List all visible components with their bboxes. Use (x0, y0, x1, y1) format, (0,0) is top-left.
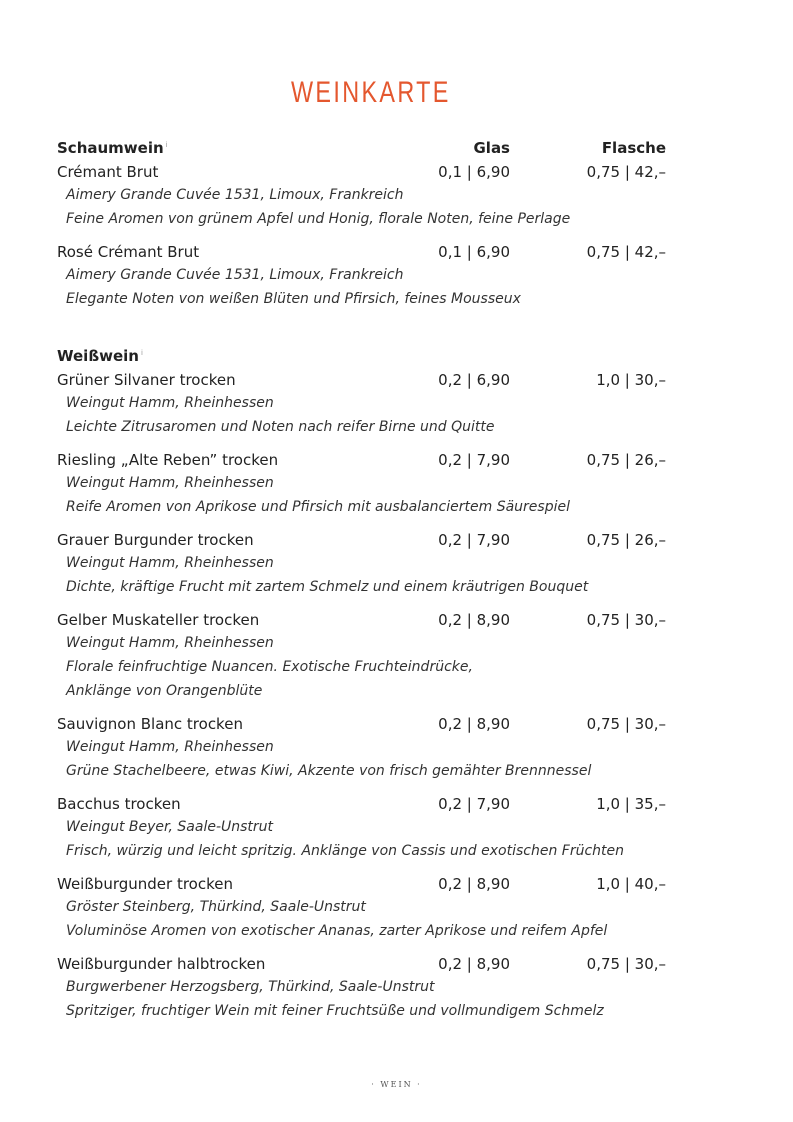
wine-name: Bacchus trocken (57, 795, 181, 813)
glass-price: 0,2 | 8,90 (438, 955, 510, 973)
section-marker: i (140, 349, 143, 357)
glass-price: 0,2 | 8,90 (438, 875, 510, 893)
column-header-glas: Glas (473, 139, 510, 157)
wine-item (57, 531, 669, 555)
wine-producer: Burgwerbener Herzogsberg, Thürkind, Saale-Unstrut (66, 979, 435, 995)
wine-notes: Reife Aromen von Aprikose und Pfirsich mit ausbalanciertem Säurespiel (66, 499, 570, 515)
wine-item (57, 795, 669, 819)
glass-price: 0,2 | 6,90 (438, 371, 510, 389)
section-heading: Schaumwein $^i$ (57, 139, 168, 157)
wine-notes: Grüne Stachelbeere, etwas Kiwi, Akzente von frisch gemähter Brennnessel (66, 763, 592, 779)
glass-price: 0,2 | 8,90 (438, 611, 510, 629)
bottle-price: 0,75 | 42,– (586, 243, 666, 261)
wine-name: Crémant Brut (57, 163, 159, 181)
glass-price: 0,1 | 6,90 (438, 243, 510, 261)
wine-item (57, 715, 669, 739)
wine-notes: Voluminöse Aromen von exotischer Ananas, zarter Aprikose und reifem Apfel (66, 923, 608, 939)
bottle-price: 0,75 | 30,– (586, 715, 666, 733)
bottle-price: 1,0 | 40,– (596, 875, 666, 893)
section-heading: Weißwein $^i$ (57, 347, 143, 365)
wine-item (57, 451, 669, 475)
wine-notes: Spritziger, fruchtiger Wein mit feiner Fruchtsüße und vollmundigem Schmelz (66, 1003, 604, 1019)
wine-producer: Weingut Hamm, Rheinhessen (66, 555, 274, 571)
wine-notes: Feine Aromen von grünem Apfel und Honig, florale Noten, feine Perlage (66, 211, 571, 227)
wine-notes: Leichte Zitrusaromen und Noten nach reifer Birne und Quitte (66, 419, 495, 435)
section-header-weisswein (57, 347, 669, 371)
bottle-price: 1,0 | 35,– (596, 795, 666, 813)
glass-price: 0,2 | 8,90 (438, 715, 510, 733)
wine-item (57, 243, 669, 267)
wine-producer: Weingut Beyer, Saale-Unstrut (66, 819, 274, 835)
glass-price: 0,2 | 7,90 (438, 795, 510, 813)
bottle-price: 0,75 | 26,– (586, 451, 666, 469)
column-header-flasche: Flasche (601, 139, 666, 157)
wine-notes: Dichte, kräftige Frucht mit zartem Schmelz und einem kräutrigen Bouquet (66, 579, 589, 595)
bottle-price: 0,75 | 30,– (586, 955, 666, 973)
wine-producer: Weingut Hamm, Rheinhessen (66, 475, 274, 491)
wine-notes: Anklänge von Orangenblüte (66, 683, 263, 699)
section-header-schaumwein (57, 139, 669, 163)
bottle-price: 0,75 | 30,– (586, 611, 666, 629)
page-footer: · WEIN · (371, 1080, 422, 1089)
wine-producer: Weingut Hamm, Rheinhessen (66, 395, 274, 411)
wine-name: Grauer Burgunder trocken (57, 531, 254, 549)
section-marker: i (165, 141, 168, 149)
wine-name: Grüner Silvaner trocken (57, 371, 236, 389)
wine-item (57, 163, 669, 187)
wine-name: Sauvignon Blanc trocken (57, 715, 243, 733)
wine-notes: Florale feinfruchtige Nuancen. Exotische Fruchteindrücke, (66, 659, 473, 675)
page-title: WEINKARTE (291, 76, 451, 109)
wine-name: Rosé Crémant Brut (57, 243, 200, 261)
glass-price: 0,2 | 7,90 (438, 451, 510, 469)
wine-name: Riesling „Alte Reben” trocken (57, 451, 279, 469)
glass-price: 0,1 | 6,90 (438, 163, 510, 181)
wine-item (57, 611, 669, 635)
wine-name: Weißburgunder trocken (57, 875, 233, 893)
bottle-price: 1,0 | 30,– (596, 371, 666, 389)
glass-price: 0,2 | 7,90 (438, 531, 510, 549)
wine-notes: Elegante Noten von weißen Blüten und Pfirsich, feines Mousseux (66, 291, 521, 307)
wine-item (57, 371, 669, 395)
wine-producer: Weingut Hamm, Rheinhessen (66, 739, 274, 755)
wine-name: Gelber Muskateller trocken (57, 611, 260, 629)
wine-producer: Weingut Hamm, Rheinhessen (66, 635, 274, 651)
wine-producer: Gröster Steinberg, Thürkind, Saale-Unstrut (66, 899, 366, 915)
wine-producer: Aimery Grande Cuvée 1531, Limoux, Frankreich (66, 187, 404, 203)
wine-name: Weißburgunder halbtrocken (57, 955, 266, 973)
wine-producer: Aimery Grande Cuvée 1531, Limoux, Frankreich (66, 267, 404, 283)
wine-item (57, 875, 669, 899)
wine-item (57, 955, 669, 979)
wine-notes: Frisch, würzig und leicht spritzig. Anklänge von Cassis und exotischen Früchten (66, 843, 624, 859)
bottle-price: 0,75 | 42,– (586, 163, 666, 181)
bottle-price: 0,75 | 26,– (586, 531, 666, 549)
